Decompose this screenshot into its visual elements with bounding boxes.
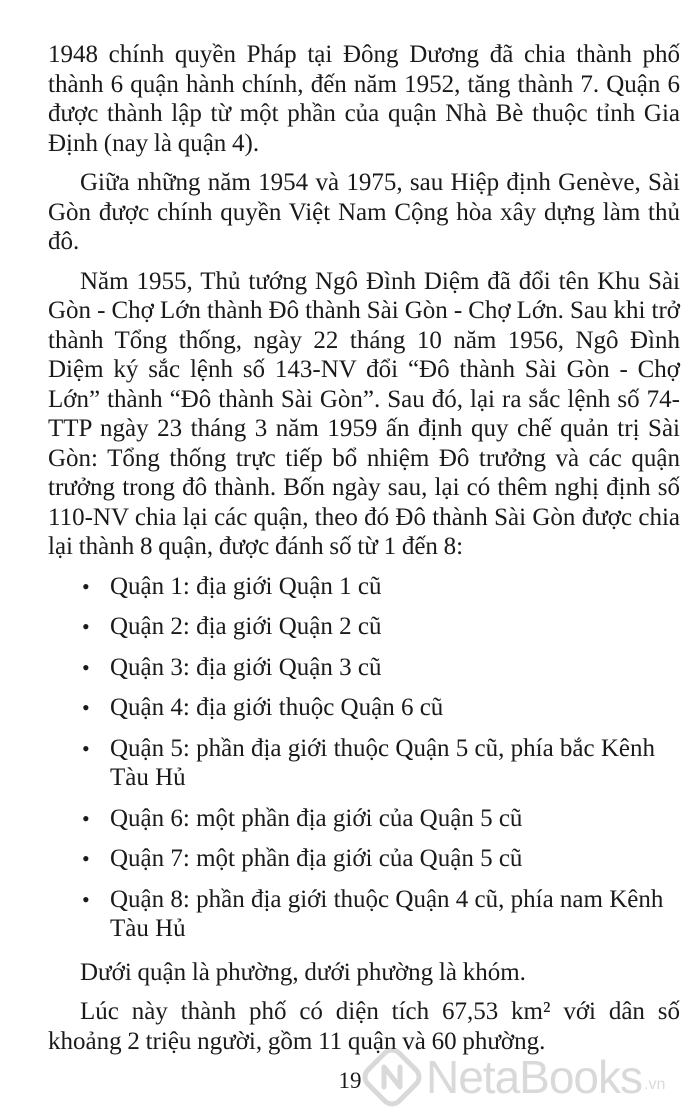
bullet-icon: •: [82, 614, 90, 639]
paragraph-3: Năm 1955, Thủ tướng Ngô Đình Diệm đã đổi tên Khu Sài Gòn - Chợ Lớn thành Đô thành Sài Gòn - Chợ Lớn. Sau khi trở thành Tổng thống, ngày 22 tháng 10 năm 1956, Ngô Đình Diệm ký sắc lệnh số 143-NV đổi “Đô thành Sài Gòn - Chợ Lớn” thành “Đô thành Sài Gòn”. Sau đó, lại ra sắc lệnh số 74-TTP ngày 23 tháng 3 năm 1959 ấn định quy chế quản trị Sài Gòn: Tổng thống trực tiếp bổ nhiệm Đô trưởng và các quận trưởng trong đô thành. Bốn ngày sau, lại có thêm nghị định số 110-NV chia lại các quận, theo đó Đô thành Sài Gòn được chia lại thành 8 quận, được đánh số từ 1 đến 8:: [48, 267, 680, 560]
watermark-tld: .vn: [644, 1076, 666, 1093]
page-content: [48, 40, 680, 1066]
list-item-text: Quận 1: địa giới Quận 1 cũ: [110, 572, 382, 600]
bullet-icon: •: [82, 805, 90, 831]
list-item: [48, 804, 680, 834]
bullet-icon: •: [82, 573, 90, 599]
list-item: [48, 734, 680, 793]
bullet-icon: •: [82, 654, 90, 680]
list-item: [48, 693, 680, 723]
list-item-text: Quận 7: một phần địa giới của Quận 5 cũ: [110, 845, 523, 872]
paragraph-5: Lúc này thành phố có diện tích 67,53 km² với dân số khoảng 2 triệu người, gồm 11 quận và 60 phường.: [48, 998, 680, 1055]
list-item: [48, 612, 680, 642]
page-number: 19: [338, 1068, 362, 1093]
list-item: [48, 572, 680, 602]
paragraph-4: Dưới quận là phường, dưới phường là khóm.: [80, 958, 526, 986]
paragraph-2: Giữa những năm 1954 và 1975, sau Hiệp định Genève, Sài Gòn được chính quyền Việt Nam Cộng hòa xây dựng làm thủ đô.: [48, 169, 680, 255]
list-item: [48, 885, 680, 944]
bullet-icon: •: [82, 846, 90, 871]
list-item-text: Quận 4: địa giới thuộc Quận 6 cũ: [110, 694, 444, 721]
list-item: [48, 653, 680, 683]
list-item: [48, 844, 680, 874]
list-item-text: Quận 3: địa giới Quận 3 cũ: [110, 653, 382, 681]
paragraph-1: 1948 chính quyền Pháp tại Đông Dương đã chia thành phố thành 6 quận hành chính, đến năm 1952, tăng thành 7. Quận 6 được thành lập từ một phần của quận Nhà Bè thuộc tỉnh Gia Định (nay là quận 4).: [48, 41, 680, 157]
watermark-text: NetaBooks: [426, 1051, 643, 1103]
list-item-text: Quận 5: phần địa giới thuộc Quận 5 cũ, phía bắc Kênh Tàu Hủ: [110, 734, 656, 791]
bullet-icon: •: [82, 735, 90, 761]
district-list: [48, 572, 680, 944]
list-item-text: Quận 8: phần địa giới thuộc Quận 4 cũ, phía nam Kênh Tàu Hủ: [110, 885, 664, 942]
bullet-icon: •: [82, 886, 90, 912]
list-item-text: Quận 6: một phần địa giới của Quận 5 cũ: [110, 804, 523, 832]
bullet-icon: •: [82, 695, 90, 720]
list-item-text: Quận 2: địa giới Quận 2 cũ: [110, 613, 382, 640]
